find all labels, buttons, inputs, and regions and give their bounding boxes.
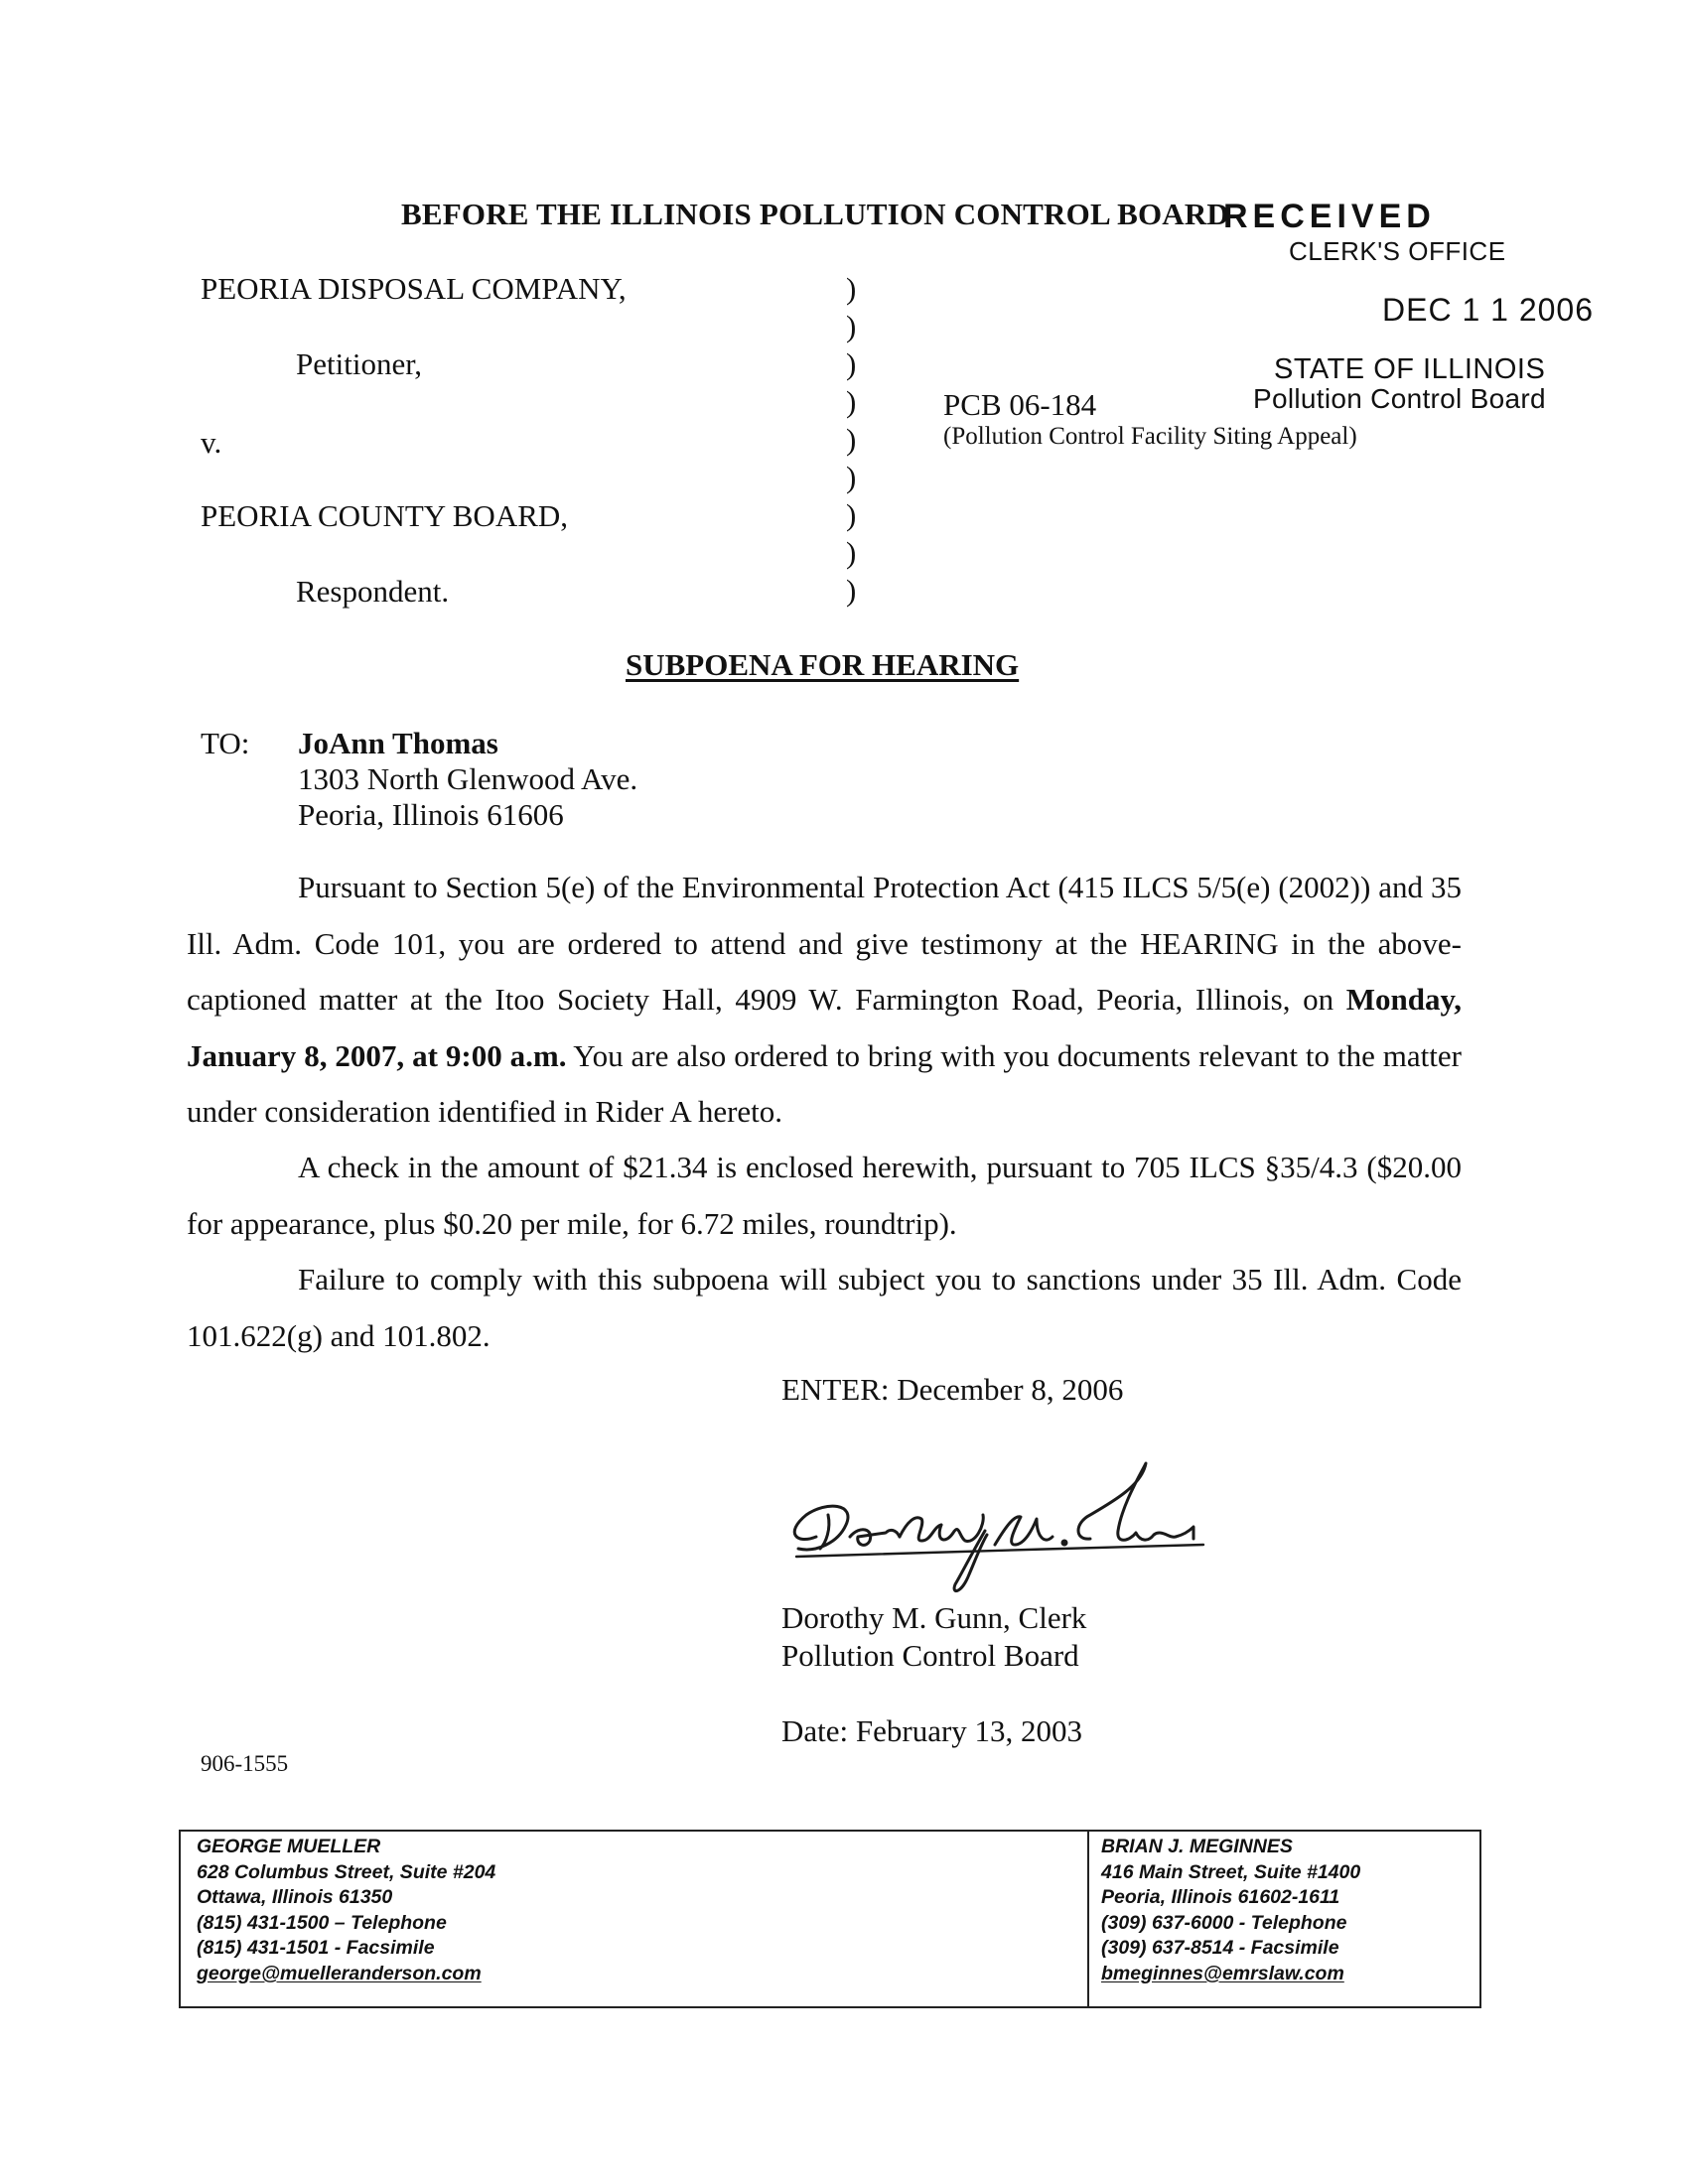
counsel-email-link[interactable]: bmeginnes@emrslaw.com [1101,1962,1344,1984]
recipient-street: 1303 North Glenwood Ave. [298,761,638,796]
recipient-name: JoAnn Thomas [298,726,498,760]
hearing-datetime: Monday, January 8, 2007, at 9:00 a.m. [187,982,1462,1073]
respondent-name: PEORIA COUNTY BOARD, [201,498,569,533]
petitioner-role: Petitioner, [296,346,423,381]
counsel-name: BRIAN J. MEGINNES [1101,1836,1293,1857]
counsel-phone: (309) 637-6000 - Telephone [1101,1911,1347,1934]
caption-paren: ) [846,271,857,306]
received-stamp-office: CLERK'S OFFICE [1289,236,1506,266]
caption-paren: ) [846,384,857,419]
document-date: Date: February 13, 2003 [781,1713,1083,1748]
received-stamp-state: STATE OF ILLINOIS [1274,353,1546,385]
counsel-phone: (815) 431-1500 – Telephone [197,1911,447,1934]
document-reference-number: 906-1555 [201,1751,289,1776]
enter-date: ENTER: December 8, 2006 [781,1372,1124,1407]
received-stamp: RECEIVED [1223,198,1436,235]
counsel-address-line: 416 Main Street, Suite #1400 [1101,1860,1361,1883]
document-title: BEFORE THE ILLINOIS POLLUTION CONTROL BOARD [401,197,1230,231]
counsel-address-line: 628 Columbus Street, Suite #204 [197,1860,496,1883]
petitioner-name: PEORIA DISPOSAL COMPANY, [201,271,627,306]
caption-paren: ) [846,422,857,457]
counsel-fax: (815) 431-1501 - Facsimile [197,1937,435,1959]
clerk-board: Pollution Control Board [781,1638,1079,1673]
received-stamp-board: Pollution Control Board [1253,383,1546,414]
counsel-address-line: Ottawa, Illinois 61350 [197,1886,393,1908]
case-number: PCB 06-184 [943,387,1097,422]
body-paragraph-order [187,860,1462,1141]
body-paragraph-check [187,1140,1462,1252]
counsel-fax: (309) 637-8514 - Facsimile [1101,1937,1339,1959]
respondent-role: Respondent. [296,574,450,609]
caption-paren: ) [846,497,857,532]
check-text: A check in the amount of $21.34 is enclosed herewith, pursuant to 705 ILCS §35/4.3 ($20.00 for appearance, plus $0.20 per mile, for 6.72 miles, roundtrip). [187,1150,1462,1241]
subpoena-title: SUBPOENA FOR HEARING [626,647,1020,682]
counsel-left [181,1832,1089,2006]
order-text-documents: You are also ordered to bring with you documents relevant to the matter under consideration identified in Rider A hereto. [187,1037,1462,1129]
sanctions-text: Failure to comply with this subpoena will subject you to sanctions under 35 Ill. Adm. Code 101.622(g) and 101.802. [187,1262,1462,1353]
caption-paren: ) [846,573,857,608]
recipient-label: TO: [201,726,250,760]
counsel-address-line: Peoria, Illinois 61602-1611 [1101,1886,1340,1908]
order-text: Pursuant to Section 5(e) of the Environmental Protection Act (415 ILCS 5/5(e) (2002)) and 35 Ill. Adm. Code 101, you are ordered to attend and give testimony at the HEARING in the above-captioned matter at the Itoo Society Hall, 4909 W. Farmington Road, Peoria, Illinois, on [187,870,1462,1017]
caption-paren: ) [846,309,857,343]
body-paragraph-sanctions [187,1252,1462,1364]
counsel-contact-box [179,1830,1481,2008]
clerk-signature [776,1445,1233,1604]
counsel-name: GEORGE MUELLER [197,1836,381,1857]
caption-paren: ) [846,535,857,570]
clerk-name: Dorothy M. Gunn, Clerk [781,1600,1087,1635]
caption-paren: ) [846,460,857,494]
case-type: (Pollution Control Facility Siting Appeal) [943,423,1357,450]
caption-versus: v. [201,425,222,460]
caption-paren: ) [846,346,857,381]
recipient-city: Peoria, Illinois 61606 [298,797,564,832]
caption-parentheses [846,270,866,610]
counsel-right [1089,1832,1479,2006]
received-stamp-date: DEC 1 1 2006 [1382,292,1595,328]
counsel-email-link[interactable]: george@muelleranderson.com [197,1962,482,1984]
